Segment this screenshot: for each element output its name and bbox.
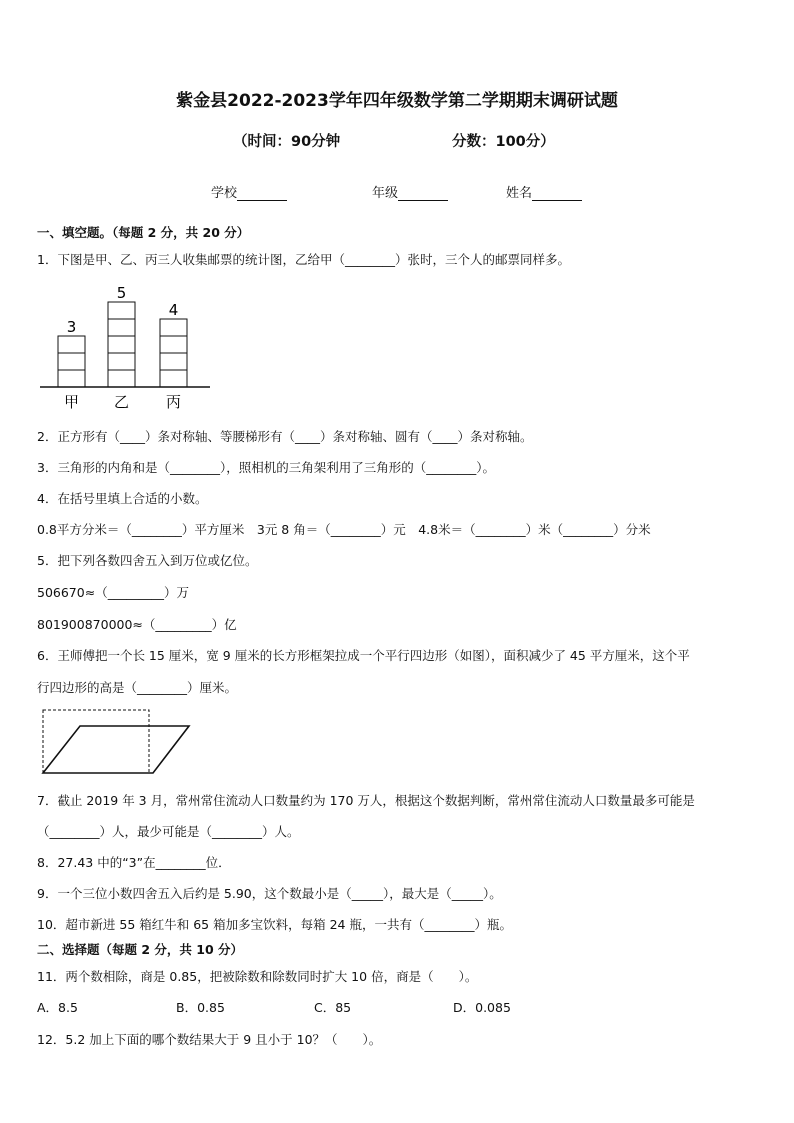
grade-blank[interactable] xyxy=(398,186,448,201)
question-4: 4．在括号里填上合适的小数。 xyxy=(37,491,208,506)
category-label: 乙 xyxy=(113,393,130,411)
bar-cell-丙-2 xyxy=(160,353,187,370)
time-limit: （时间：90分钟 xyxy=(233,134,341,150)
bar-cell-甲-1 xyxy=(58,370,85,387)
question-8: 8．27.43 中的“3”在________位． xyxy=(37,855,231,870)
question-5-a: 506670≈（_________）万 xyxy=(37,585,189,600)
option-c[interactable]: C．85 xyxy=(314,1000,352,1015)
name-field xyxy=(506,182,582,201)
option-b[interactable]: B．0.85 xyxy=(176,1000,225,1015)
option-a[interactable]: A．8.5 xyxy=(37,1000,78,1015)
question-11: 11．两个数相除，商是 0.85，把被除数和除数同时扩大 10 倍，商是（ ）。 xyxy=(37,969,478,984)
name-label: 姓名 xyxy=(506,186,533,201)
bar-cell-丙-3 xyxy=(160,336,187,353)
question-12: 12．5.2 加上下面的哪个数结果大于 9 且小于 10？（ ）。 xyxy=(37,1032,382,1047)
question-1: 1．下图是甲、乙、丙三人收集邮票的统计图，乙给甲（________）张时，三个人的邮票同样多。 xyxy=(37,252,570,267)
question-2: 2．正方形有（____）条对称轴、等腰梯形有（____）条对称轴、圆有（____）条对称轴。 xyxy=(37,429,533,444)
original-rectangle xyxy=(43,710,149,773)
bar-cell-丙-4 xyxy=(160,319,187,336)
school-field xyxy=(211,182,287,201)
question-9: 9．一个三位小数四舍五入后约是 5.90，这个数最小是（_____），最大是（_____）。 xyxy=(37,886,502,901)
question-5: 5．把下列各数四舍五入到万位或亿位。 xyxy=(37,553,258,568)
bar-cell-乙-2 xyxy=(108,353,135,370)
school-blank[interactable] xyxy=(237,186,287,201)
bar-value-label: 4 xyxy=(168,301,179,319)
school-label: 学校 xyxy=(211,186,238,201)
question-7-line-2: （________）人，最少可能是（________）人。 xyxy=(37,824,300,839)
question-7-line-1: 7．截止 2019 年 3 月，常州常住流动人口数量约为 170 万人，根据这个数据判断，常州常住流动人口数量最多可能是 xyxy=(37,793,695,808)
bar-cell-乙-5 xyxy=(108,302,135,319)
stamp-bar-chart xyxy=(38,278,214,413)
parallelogram-shape xyxy=(43,726,189,773)
page-title: 紫金县2022-2023学年四年级数学第二学期期末调研试题 xyxy=(176,91,618,111)
bar-value-label: 5 xyxy=(116,284,127,302)
question-6-line-2: 行四边形的高是（________）厘米。 xyxy=(37,680,238,695)
question-10: 10．超市新进 55 箱红牛和 65 箱加多宝饮料，每箱 24 瓶，一共有（________）瓶。 xyxy=(37,917,512,932)
grade-label: 年级 xyxy=(372,186,399,201)
category-label: 甲 xyxy=(63,393,80,411)
section-2-heading: 二、选择题（每题 2 分，共 10 分） xyxy=(37,942,244,957)
bar-cell-甲-2 xyxy=(58,353,85,370)
name-blank[interactable] xyxy=(532,186,582,201)
grade-field xyxy=(372,182,448,201)
category-label: 丙 xyxy=(165,393,182,411)
bar-cell-丙-1 xyxy=(160,370,187,387)
question-3: 3．三角形的内角和是（________），照相机的三角架利用了三角形的（________）。 xyxy=(37,460,495,475)
question-6-line-1: 6．王师傅把一个长 15 厘米，宽 9 厘米的长方形框架拉成一个平行四边形（如图），面积减少了 45 平方厘米，这个平 xyxy=(37,648,690,663)
bar-cell-乙-3 xyxy=(108,336,135,353)
bar-cell-乙-4 xyxy=(108,319,135,336)
total-score: 分数：100分） xyxy=(452,134,555,150)
bar-cell-乙-1 xyxy=(108,370,135,387)
bar-value-label: 3 xyxy=(66,318,77,336)
question-5-b: 801900870000≈（_________）亿 xyxy=(37,617,237,632)
bar-cell-甲-3 xyxy=(58,336,85,353)
parallelogram-figure xyxy=(40,708,192,776)
section-1-heading: 一、填空题。（每题 2 分，共 20 分） xyxy=(37,225,250,240)
question-4-line: 0.8平方分米＝（________）平方厘米 3元 8 角＝（________）元 4.8米＝（________）米（________）分米 xyxy=(37,522,651,537)
option-d[interactable]: D．0.085 xyxy=(453,1000,511,1015)
